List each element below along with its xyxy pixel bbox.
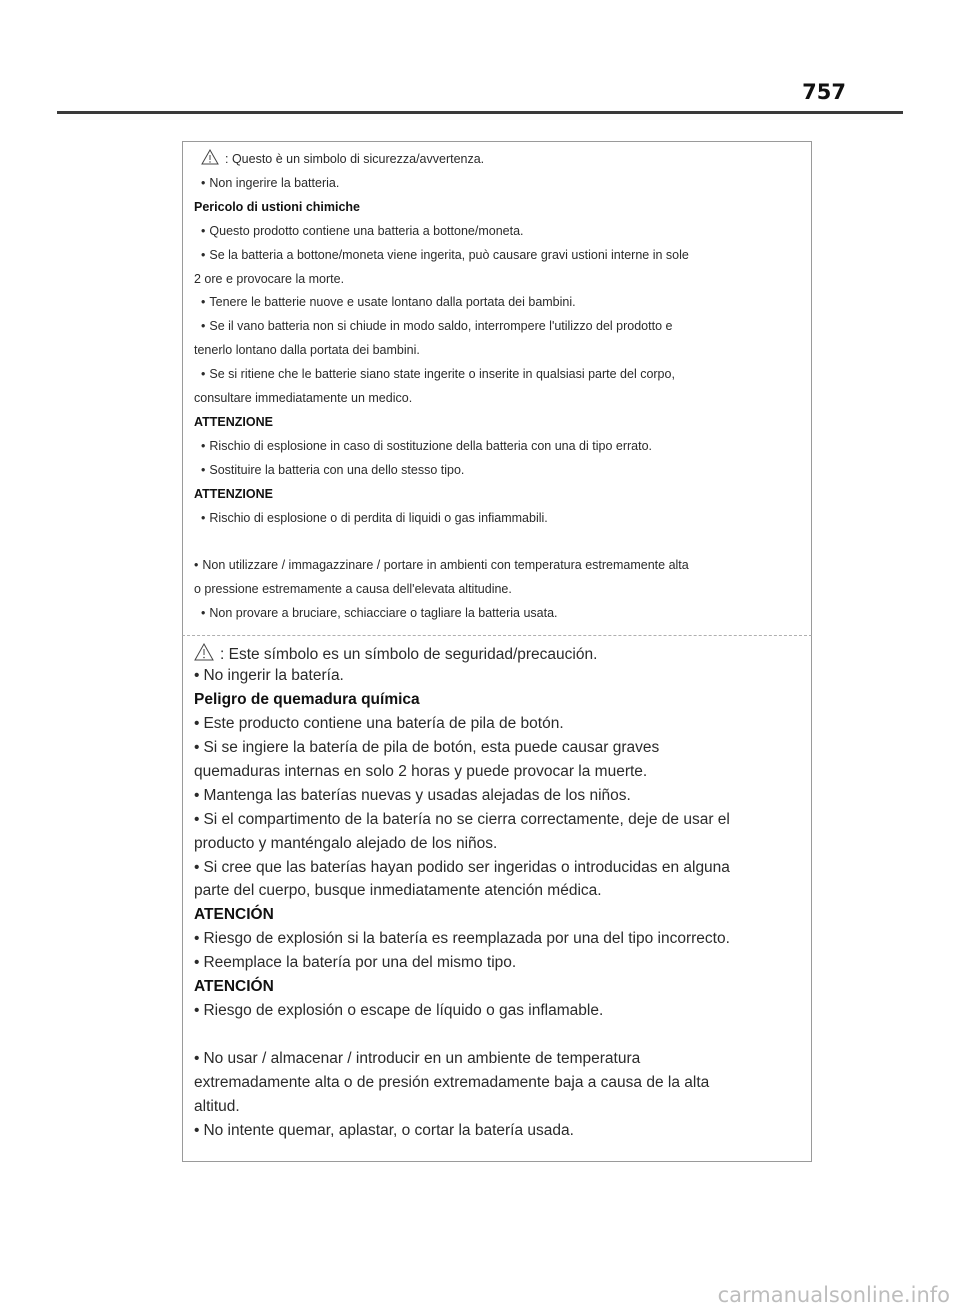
section-heading: ATENCIÓN [194, 906, 274, 923]
page-number: 757 [802, 80, 846, 104]
list-item: • Sostituire la batteria con una dello stesso tipo. [201, 463, 465, 477]
list-item: • No usar / almacenar / introducir en un ambiente de temperatura [194, 1050, 641, 1067]
list-item: • Non provare a bruciare, schiacciare o tagliare la batteria usata. [201, 606, 558, 620]
section-heading: ATTENZIONE [194, 487, 273, 501]
spanish-warning-box [182, 636, 812, 1162]
list-item: • Si cree que las baterías hayan podido ser ingeridas o introducidas en alguna [194, 859, 730, 876]
list-item: • Rischio di esplosione in caso di sostituzione della batteria con una di tipo errato. [201, 439, 653, 453]
list-item: • Reemplace la batería por una del mismo tipo. [194, 954, 517, 971]
watermark: carmanualsonline.info [717, 1283, 950, 1307]
list-item: • Si se ingiere la batería de pila de botón, esta puede causar graves [194, 739, 660, 756]
list-item: • No intente quemar, aplastar, o cortar la batería usada. [194, 1122, 574, 1139]
list-item-continuation: quemaduras internas en solo 2 horas y puede provocar la muerte. [194, 763, 648, 780]
italian-warning-text: : Questo è un simbolo di sicurezza/avvertenza. [225, 152, 485, 166]
list-item-continuation: tenerlo lontano dalla portata dei bambini. [194, 343, 420, 357]
header-rule [57, 111, 903, 114]
list-item: • Rischio di esplosione o di perdita di liquidi o gas infiammabili. [201, 511, 548, 525]
list-item-continuation: altitud. [194, 1098, 240, 1115]
list-item: • Riesgo de explosión si la batería es reemplazada por una del tipo incorrecto. [194, 930, 730, 947]
list-item: • Non ingerire la batteria. [201, 176, 340, 190]
list-item-continuation: consultare immediatamente un medico. [194, 391, 413, 405]
italian-warning-symbol-line [201, 149, 484, 166]
list-item: • Riesgo de explosión o escape de líquido o gas inflamable. [194, 1002, 604, 1019]
spanish-warning-text: : Este símbolo es un símbolo de seguridad/precaución. [220, 646, 598, 663]
section-heading: Pericolo di ustioni chimiche [194, 200, 361, 214]
list-item: • Se si ritiene che le batterie siano state ingerite o inserite in qualsiasi parte del corpo, [201, 367, 675, 381]
list-item-continuation: extremadamente alta o de presión extremadamente baja a causa de la alta [194, 1074, 710, 1091]
warning-triangle-icon [194, 643, 214, 661]
list-item: • Mantenga las baterías nuevas y usadas alejadas de los niños. [194, 787, 631, 804]
list-item: • Este producto contiene una batería de pila de botón. [194, 715, 564, 732]
spanish-warning-symbol-line [194, 643, 597, 664]
warning-triangle-icon [201, 149, 219, 165]
list-item: • Se il vano batteria non si chiude in modo saldo, interrompere l'utilizzo del prodotto e [201, 319, 673, 333]
section-heading: Peligro de quemadura química [194, 691, 420, 708]
list-item-continuation: 2 ore e provocare la morte. [194, 272, 345, 286]
italian-warning-box [182, 141, 812, 636]
list-item: • Se la batteria a bottone/moneta viene ingerita, può causare gravi ustioni interne in sole [201, 248, 689, 262]
list-item: • Questo prodotto contiene una batteria a bottone/moneta. [201, 224, 524, 238]
list-item: • Tenere le batterie nuove e usate lontano dalla portata dei bambini. [201, 295, 576, 309]
list-item: • Si el compartimento de la batería no se cierra correctamente, deje de usar el [194, 811, 730, 828]
list-item-continuation: producto y manténgalo alejado de los niños. [194, 835, 498, 852]
list-item-continuation: o pressione estremamente a causa dell'elevata altitudine. [194, 582, 512, 596]
list-item: • Non utilizzare / immagazzinare / portare in ambienti con temperatura estremamente alta [194, 558, 689, 572]
section-heading: ATENCIÓN [194, 978, 274, 995]
list-item: • No ingerir la batería. [194, 667, 344, 684]
list-item-continuation: parte del cuerpo, busque inmediatamente atención médica. [194, 882, 602, 899]
section-heading: ATTENZIONE [194, 415, 273, 429]
